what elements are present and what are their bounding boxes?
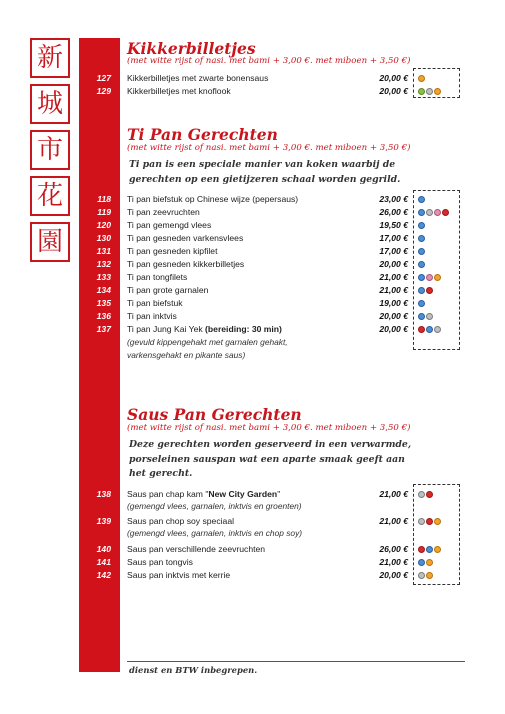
item-icons [418, 261, 425, 268]
item-name: Ti pan gemengd vlees [127, 220, 212, 230]
ingredient-icon [426, 313, 433, 320]
item-price: 21,00 € [379, 285, 408, 295]
item-number: 119 [97, 207, 111, 217]
item-price: 21,00 € [379, 489, 408, 499]
item-icons [418, 222, 425, 229]
item-price: 20,00 € [379, 324, 408, 334]
ingredient-icon [418, 518, 425, 525]
ingredient-icon [426, 572, 433, 579]
item-number: 127 [96, 73, 111, 83]
item-name: Ti pan tongfilets [127, 272, 188, 282]
ingredient-icon [434, 274, 441, 281]
item-number: 134 [96, 285, 111, 295]
ingredient-icon [426, 88, 433, 95]
ingredient-icon [434, 546, 441, 553]
item-price: 26,00 € [379, 544, 408, 554]
section-description: Deze gerechten worden geserveerd in een verwarmde, porseleinen sauspan wat een aparte smaak geeft aan het gerecht. [129, 439, 412, 479]
item-number: 118 [97, 194, 111, 204]
item-price: 23,00 € [379, 194, 408, 204]
logo-char-1: 新 [30, 38, 70, 78]
ingredient-icon [418, 209, 425, 216]
ingredient-icon [426, 559, 433, 566]
item-name-bold: (bereiding: 30 min) [205, 324, 282, 334]
menu-item-141 [0, 556, 505, 569]
menu-item-136 [0, 310, 505, 323]
menu-item-132 [0, 258, 505, 271]
item-price: 19,50 € [379, 220, 408, 230]
ingredient-icon [426, 518, 433, 525]
ingredient-icon [434, 326, 441, 333]
item-number: 131 [96, 246, 111, 256]
footer-divider [127, 661, 465, 662]
menu-item-142 [0, 569, 505, 582]
item-name: Ti pan zeevruchten [127, 207, 200, 217]
ingredient-icon [418, 572, 425, 579]
item-price: 20,00 € [379, 259, 408, 269]
item-name: Ti pan grote garnalen [127, 285, 209, 295]
item-icons [418, 248, 425, 255]
menu-item-130 [0, 232, 505, 245]
item-number: 129 [96, 86, 111, 96]
item-number: 133 [96, 272, 111, 282]
ingredient-icon [434, 88, 441, 95]
ingredient-icon [426, 546, 433, 553]
item-name: Saus pan inktvis met kerrie [127, 570, 231, 580]
item-name: Ti pan inktvis [127, 311, 177, 321]
menu-item-120 [0, 219, 505, 232]
menu-item-137 [0, 323, 505, 336]
item-price: 19,00 € [379, 298, 408, 308]
item-icons [418, 196, 425, 203]
section-title-kikkerbilletjes: Kikkerbilletjes [127, 39, 256, 58]
item-name-text: Saus pan chap kam " [127, 489, 209, 499]
menu-item-127 [0, 72, 505, 85]
item-name-bold: New City Garden [208, 489, 278, 499]
ingredient-icon [418, 88, 425, 95]
item-icons [418, 287, 433, 294]
ingredient-icon [426, 274, 433, 281]
item-icons [418, 313, 433, 320]
item-price: 20,00 € [379, 311, 408, 321]
section-description: Ti pan is een speciale manier van koken waarbij de gerechten op een gietijzeren schaal worden gegrild. [129, 159, 401, 185]
ingredient-icon [418, 261, 425, 268]
item-icons [418, 326, 441, 333]
section-title-saus-pan: Saus Pan Gerechten [127, 405, 302, 424]
item-icons [418, 274, 441, 281]
item-name: Saus pan chop soy speciaal [127, 516, 235, 526]
footer-note: dienst en BTW inbegrepen. [129, 665, 258, 675]
item-name: Kikkerbilletjes met knoflook [127, 86, 231, 96]
ingredient-icon [434, 518, 441, 525]
item-name: Ti pan biefstuk op Chinese wijze (pepersaus) [127, 194, 299, 204]
item-number: 142 [96, 570, 111, 580]
ingredient-icon [418, 313, 425, 320]
item-note: (gemengd vlees, garnalen, inktvis en groenten) [127, 501, 302, 511]
logo-char-2: 城 [30, 84, 70, 124]
item-icons [418, 235, 425, 242]
item-note: (gemengd vlees, garnalen, inktvis en chop soy) [127, 528, 303, 538]
item-price: 17,00 € [379, 233, 408, 243]
item-icons [418, 572, 433, 579]
item-icons [418, 491, 433, 498]
item-icons [418, 88, 441, 95]
item-name: Saus pan tongvis [127, 557, 193, 567]
ingredient-icon [426, 287, 433, 294]
item-price: 20,00 € [379, 86, 408, 96]
ingredient-icon [418, 248, 425, 255]
item-number: 132 [96, 259, 111, 269]
menu-item-118 [0, 193, 505, 206]
item-number: 138 [96, 489, 111, 499]
item-name: Ti pan biefstuk [127, 298, 183, 308]
section-title-ti-pan: Ti Pan Gerechten [127, 125, 278, 144]
ingredient-icon [418, 274, 425, 281]
item-price: 21,00 € [379, 557, 408, 567]
ingredient-icon [426, 491, 433, 498]
section-subtitle: (met witte rijst of nasi. met bami + 3,00 €. met miboen + 3,50 €) [127, 423, 411, 433]
item-number: 137 [96, 324, 111, 334]
item-number: 140 [96, 544, 111, 554]
item-name: Ti pan gesneden kikkerbilletjes [127, 259, 245, 269]
logo-char-5: 園 [30, 222, 70, 262]
logo-char-3: 市 [30, 130, 70, 170]
item-icons [418, 546, 441, 553]
menu-item-138 [0, 488, 505, 501]
item-note: varkensgehakt en pikante saus) [127, 350, 246, 360]
item-icons [418, 300, 425, 307]
ingredient-icon [418, 287, 425, 294]
item-number: 141 [96, 557, 111, 567]
menu-item-129 [0, 85, 505, 98]
item-icons [418, 209, 449, 216]
item-price: 26,00 € [379, 207, 408, 217]
ingredient-icon [418, 546, 425, 553]
menu-item-135 [0, 297, 505, 310]
section-subtitle: (met witte rijst of nasi. met bami + 3,00 €. met miboen + 3,50 €) [127, 143, 411, 153]
menu-item-119 [0, 206, 505, 219]
ingredient-icon [418, 196, 425, 203]
item-number: 130 [96, 233, 111, 243]
item-name: Ti pan gesneden kipfilet [127, 246, 218, 256]
ingredient-icon [442, 209, 449, 216]
ingredient-icon [426, 326, 433, 333]
ingredient-icon [418, 222, 425, 229]
item-name: Saus pan verschillende zeevruchten [127, 544, 266, 554]
item-price: 17,00 € [379, 246, 408, 256]
item-name: Kikkerbilletjes met zwarte bonensaus [127, 73, 269, 83]
menu-item-139 [0, 515, 505, 528]
menu-item-131 [0, 245, 505, 258]
item-icons [418, 518, 441, 525]
ingredient-icon [418, 326, 425, 333]
item-name-text: Ti pan Jung Kai Yek [127, 324, 203, 334]
item-number: 120 [96, 220, 111, 230]
menu-item-133 [0, 271, 505, 284]
ingredient-icon [434, 209, 441, 216]
ingredient-icon [418, 75, 425, 82]
menu-item-134 [0, 284, 505, 297]
item-name: Ti pan gesneden varkensvlees [127, 233, 244, 243]
item-name-tail: " [277, 489, 281, 499]
ingredient-icon [418, 491, 425, 498]
item-icons [418, 559, 433, 566]
item-number: 136 [96, 311, 111, 321]
ingredient-icon [418, 235, 425, 242]
item-name [127, 323, 282, 336]
ingredient-icon [426, 209, 433, 216]
item-price: 20,00 € [379, 73, 408, 83]
item-price: 21,00 € [379, 272, 408, 282]
ingredient-icon [418, 300, 425, 307]
item-price: 20,00 € [379, 570, 408, 580]
item-price: 21,00 € [379, 516, 408, 526]
item-note: (gevuld kippengehakt met garnalen gehakt, [127, 337, 288, 347]
section-subtitle: (met witte rijst of nasi. met bami + 3,00 €. met miboen + 3,50 €) [127, 56, 411, 66]
logo-char-4: 花 [30, 176, 70, 216]
item-number: 135 [96, 298, 111, 308]
item-icons [418, 75, 425, 82]
menu-item-140 [0, 543, 505, 556]
item-name [127, 488, 280, 501]
item-number: 139 [96, 516, 111, 526]
ingredient-icon [418, 559, 425, 566]
